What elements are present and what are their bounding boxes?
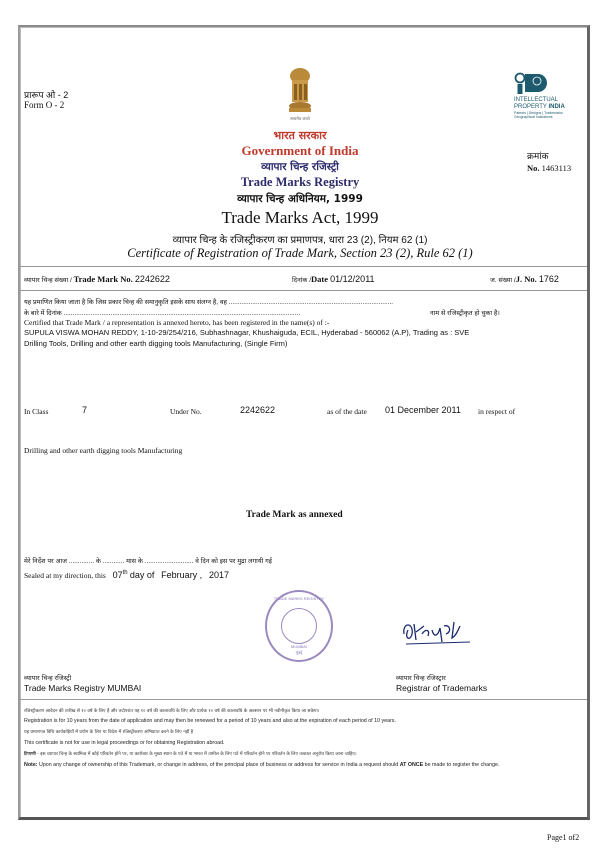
divider [20,699,587,700]
footer-english-1: Registration is for 10 years from the date of application and may then be renewed for a period of 10 years and also at the expiration of each period of 10 years. [24,718,396,724]
footer-hindi-1: रजिस्ट्रीकरण आवेदन की तारीख से १० वर्ष के लिए है और तदोपरांत यह १० वर्ष की कालावधि के लिए और प्रत्येक १० वर्ष की कालावधि के अवसान पर भी नवीनीकृत किया जा सकेगा। [24,709,320,714]
divider [20,290,587,291]
govt-hindi: भारत सरकार [273,129,327,142]
serial-number: No. 1463113 [527,163,572,173]
act-english: Trade Marks Act, 1999 [221,208,379,227]
under-number-value: 2242622 [240,405,276,415]
ip-india-line2: PROPERTY INDIA [514,104,565,110]
footer-hindi-3: टिप्पणी - इस व्यापार चिन्ह के स्वामित्व में कोई परिवर्तन होने पर, या कारोबार के मुख्य स्थान के पते में या भारत में तामील के लिए पते में परिवर्तन होने पर परिवर्तन के लिए तत्काल अनुरोध किया जाना चाहिए। [24,752,357,757]
trade-mark-number: व्यापार चिन्ह संख्या / Trade Mark No. 2242622 [24,274,170,284]
seal-hindi-bottom: मुंबई [295,650,303,655]
journal-number: ज. संख्या /J. No. 1762 [490,274,559,284]
registry-sig-hindi: व्यापार चिन्ह रजिस्ट्री [24,675,72,682]
as-of-date-label: as of the date [327,407,367,416]
registrar-sig-english: Registrar of Trademarks [396,683,488,693]
application-date: दिनांक /Date 01/12/2011 [292,274,375,284]
seal-emblem-icon [281,608,317,644]
under-number-label: Under No. [170,407,202,416]
ip-india-line3: Patents | Designs | Trademarks [514,111,563,115]
sealed-hindi: मेरे निर्देश पर आज .............. के ............ मास के ........................... वे दिन को इस पर मुद्रा लगायी गई [24,558,272,565]
ip-india-line1: INTELLECTUAL [514,97,559,103]
ip-india-text [514,97,565,119]
footer-english-3: Note: Upon any change of ownership of this Trademark, or change in address, of the principal place of business or address for service in India a request should AT ONCE be made to register the change. [24,762,500,768]
in-respect-of-label: in respect of [478,407,516,416]
goods-description: Drilling and other earth digging tools Manufacturing [24,446,183,455]
proprietor-line2: Drilling Tools, Drilling and other earth digging tools Manufacturing, (Single Firm) [24,339,288,348]
page-number: Page1 of2 [547,833,580,842]
serial-label-hindi: क्रमांक [527,152,549,162]
registry-seal [265,590,333,662]
footer-english-2: This certificate is not for use in legal proceedings or for obtaining Registration abroad. [24,740,225,746]
cert-title-hindi: व्यापार चिन्ह के रजिस्ट्रीकरण का प्रमाणपत्र, धारा 23 (2), नियम 62 (1) [172,235,428,246]
registrar-sig-hindi: व्यापार चिन्ह रजिस्ट्रार [396,675,446,682]
ip-india-logo-icon [514,72,548,94]
form-number-english: Form O - 2 [24,100,65,110]
trade-mark-annexed: Trade Mark as annexed [246,510,343,520]
divider [20,266,587,267]
registry-english: Trade Marks Registry [240,175,360,189]
proprietor-line1: SUPULA VISWA MOHAN REDDY, 1-10-29/254/216, Subhashnagar, Khushaiguda, ECIL, Hyderabad - 560062 (A.P), Trading as : SVE [24,328,470,337]
footer-hindi-2: यह प्रमाणपत्र विधि कार्यवाहियों में प्रयोग के लिए या विदेश में रजिस्ट्रीकरण अभिप्राप्त करने के लिए नहीं है [24,730,194,735]
registry-sig-english: Trade Marks Registry MUMBAI [24,683,142,693]
certification-english: Certified that Trade Mark / a representation is annexed hereto, has been registered in the name(s) of :- [24,318,330,327]
as-of-date-value: 01 December 2011 [385,405,461,415]
class-value: 7 [82,405,88,415]
registry-hindi: व्यापार चिन्ह रजिस्ट्री [261,161,339,173]
sealed-date-line: Sealed at my direction, this 07th day of February , 2017 [24,570,229,580]
svg-text:सत्यमेव जयते: सत्यमेव जयते [290,116,310,121]
signature-icon [400,612,480,648]
cert-title-english: Certificate of Registration of Trade Mark, Section 23 (2), Rule 62 (1) [127,246,473,260]
certification-hindi-line2-end: नाम से रजिस्ट्रीकृत हो चुका है। [430,310,500,317]
certification-hindi-line1: यह प्रमाणित किया जाता है कि जिस प्रकार चिन्ह की समानुकृति इसके साथ संलग्न है, वह ........................................................................................... [24,299,394,306]
class-label: In Class [24,407,49,416]
certification-hindi-line2: के बारे में दिनांक ................................................................................................................................... [24,310,301,317]
form-number-hindi: प्रारूप ओ - 2 [24,90,69,100]
govt-english: Government of India [241,143,359,158]
seal-text-top: TRADE MARKS REGISTRY [273,596,325,601]
act-hindi: व्यापार चिन्ह अधिनियम, 1999 [237,193,363,205]
ip-india-line4: Geographical Indications [514,115,553,119]
national-emblem-icon [283,66,317,122]
seal-text-bottom: MUMBAI [291,644,307,649]
